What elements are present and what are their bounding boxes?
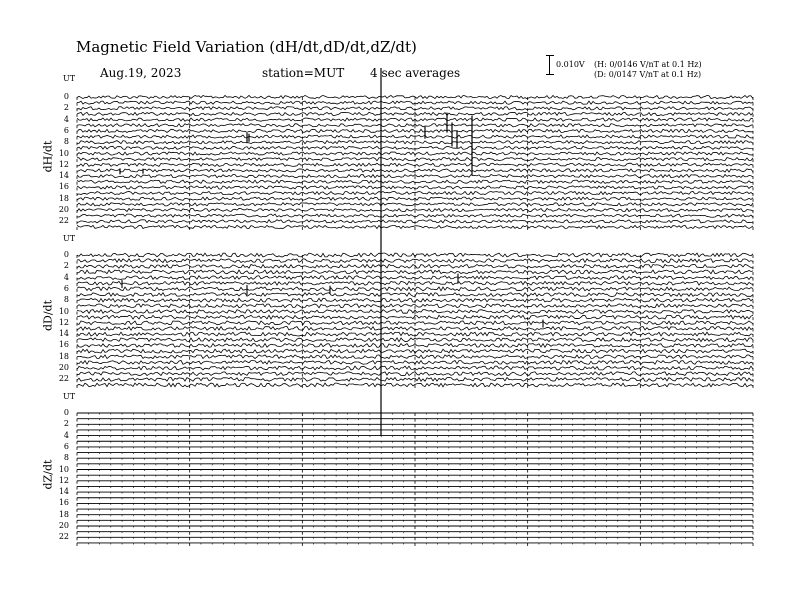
- scale-h-factor: (H: 0/0146 V/nT at 0.1 Hz): [594, 60, 702, 69]
- scale-d-factor: (D: 0/0147 V/nT at 0.1 Hz): [594, 70, 702, 79]
- scale-bar-icon: [549, 55, 551, 75]
- hour-label: 0: [63, 92, 69, 101]
- ut-label-dh: UT: [63, 74, 76, 83]
- hour-label: 22: [58, 374, 69, 384]
- hour-label: 4: [63, 272, 69, 282]
- hour-label: 22: [58, 532, 69, 542]
- hour-label: 20: [58, 205, 69, 214]
- hour-label: 16: [58, 182, 69, 192]
- date-label: Aug.19, 2023: [100, 66, 182, 80]
- hour-label: 12: [58, 159, 69, 169]
- hour-label: 12: [58, 317, 69, 327]
- hour-label: 20: [58, 521, 69, 530]
- hour-label: 16: [58, 498, 69, 508]
- hour-label: 18: [58, 351, 69, 361]
- hour-label: 18: [58, 509, 69, 519]
- hour-label: 4: [63, 114, 69, 124]
- hour-label: 8: [63, 137, 69, 147]
- hour-label: 10: [58, 464, 69, 474]
- hour-label: 16: [58, 340, 69, 350]
- hour-label: 2: [63, 419, 69, 429]
- station-label: station=MUT: [262, 66, 345, 80]
- hour-label: 2: [63, 103, 69, 113]
- ut-label-dz: UT: [63, 392, 76, 401]
- y-label-dz: dZ/dt: [41, 459, 55, 490]
- hour-label: 18: [58, 193, 69, 203]
- hour-label: 14: [58, 329, 69, 339]
- hour-label: 14: [58, 171, 69, 181]
- chart-title: Magnetic Field Variation (dH/dt,dD/dt,dZ/dt): [76, 38, 417, 56]
- y-label-dh: dH/dt: [41, 140, 55, 173]
- hour-label: 20: [58, 363, 69, 372]
- hour-label: 6: [63, 125, 69, 135]
- ut-label-dd: UT: [63, 234, 76, 243]
- hour-label: 6: [63, 283, 69, 293]
- hour-label: 0: [63, 250, 69, 259]
- hour-label: 6: [63, 441, 69, 451]
- hour-label: 12: [58, 475, 69, 485]
- hour-label: 2: [63, 261, 69, 271]
- hour-label: 14: [58, 487, 69, 497]
- hour-label: 4: [63, 430, 69, 440]
- y-label-dd: dD/dt: [41, 299, 55, 332]
- averaging-label: 4 sec averages: [370, 66, 461, 80]
- hour-label: 10: [58, 306, 69, 316]
- hour-label: 8: [63, 453, 69, 463]
- scale-value: 0.010V: [556, 60, 585, 69]
- hour-label: 10: [58, 148, 69, 158]
- hour-label: 8: [63, 295, 69, 305]
- hour-label: 0: [63, 408, 69, 417]
- hour-label: 22: [58, 216, 69, 226]
